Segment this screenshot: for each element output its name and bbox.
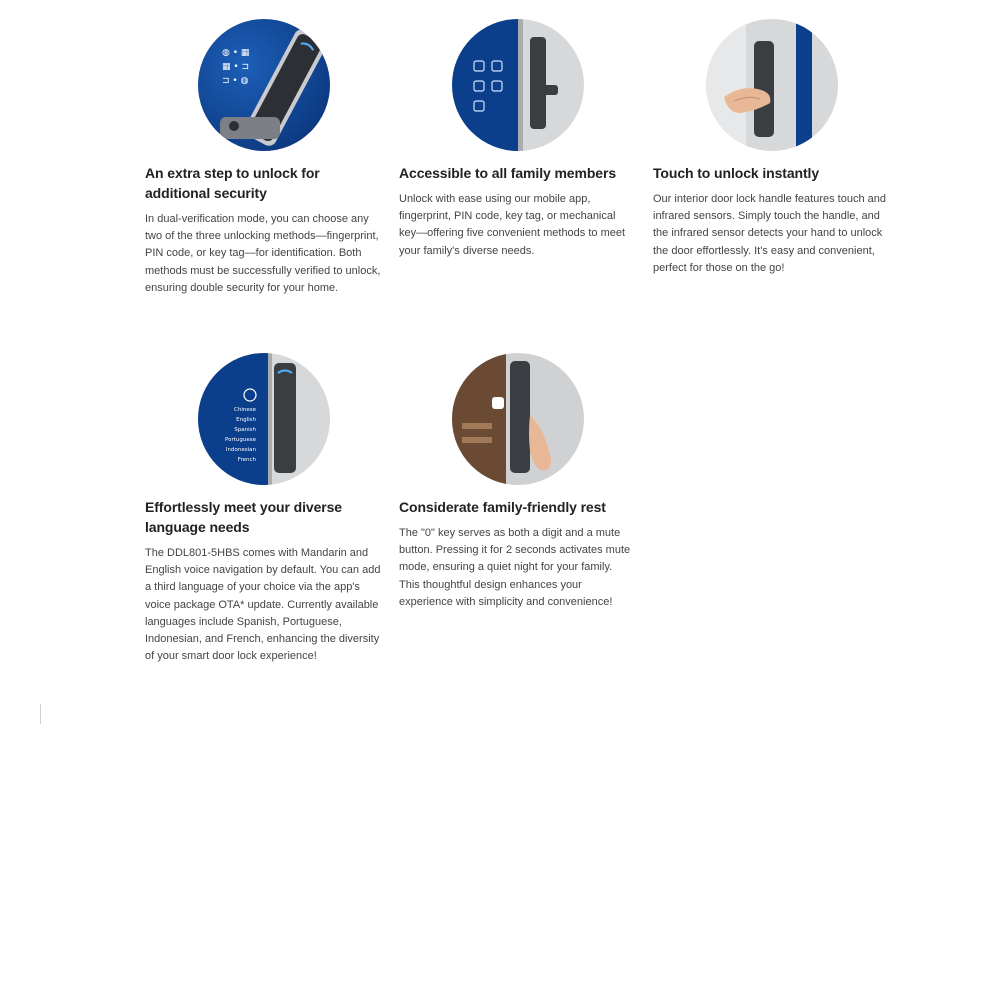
language-label: French — [237, 457, 256, 463]
feature-description: Our interior door lock handle features touch and infrared sensors. Simply touch the handle, and the infrared sensor detects your hand to unlock the door effortlessly. It's easy and convenient, perfect for those on the go! — [653, 193, 886, 274]
scroll-marker — [40, 704, 41, 724]
feature-title: Touch to unlock instantly — [653, 165, 820, 181]
touch-unlock-hand-image — [706, 19, 838, 151]
feature-title: An extra step to unlock for additional security — [145, 165, 320, 201]
language-label: Chinese — [234, 407, 256, 413]
unlock-methods-lock-image — [452, 19, 584, 151]
svg-text:▦ • ⊐: ▦ • ⊐ — [222, 62, 250, 72]
feature-description: The DDL801-5HBS comes with Mandarin and English voice navigation by default. You can add a third language of your choice via the app's voice package OTA* update. Currently available languages include Spanish, Portuguese, Indonesian, and French, enhancing the diversity of your smart door lock experience! — [145, 547, 381, 663]
svg-text:◍ • ▦: ◍ • ▦ — [222, 48, 250, 58]
feature-description: The "0" key serves as both a digit and a mute button. Pressing it for 2 seconds activates mute mode, ensuring a quiet night for your family. This thoughtful design enhances your experience with simplicity and convenience! — [399, 527, 631, 608]
feature-card-language — [145, 353, 381, 665]
language-label: Spanish — [234, 427, 256, 433]
dual-verification-lock-image — [198, 19, 330, 151]
feature-description: In dual-verification mode, you can choose any two of the three unlocking methods—fingerprint, PIN code, or key tag—for identification. Both methods must be successfully verified to unlock, ensuring double security for your home. — [145, 213, 381, 294]
language-label: English — [236, 417, 256, 423]
feature-title: Considerate family-friendly rest — [399, 499, 606, 515]
language-label: Indonesian — [225, 447, 256, 453]
language-label: Portuguese — [225, 437, 256, 443]
svg-text:⊐ • ◍: ⊐ • ◍ — [222, 76, 249, 86]
feature-title: Accessible to all family members — [399, 165, 617, 181]
feature-card-touch-unlock — [653, 19, 889, 277]
mute-key-finger-image — [452, 353, 584, 485]
language-options-lock-image — [198, 353, 330, 485]
feature-title: Effortlessly meet your diverse language needs — [145, 499, 342, 535]
feature-card-mute — [399, 353, 635, 611]
feature-card-family-access — [399, 19, 635, 260]
feature-card-dual-verification — [145, 19, 381, 297]
feature-description: Unlock with ease using our mobile app, fingerprint, PIN code, key tag, or mechanical key—offering five convenient methods to meet your family's diverse needs. — [399, 193, 626, 257]
